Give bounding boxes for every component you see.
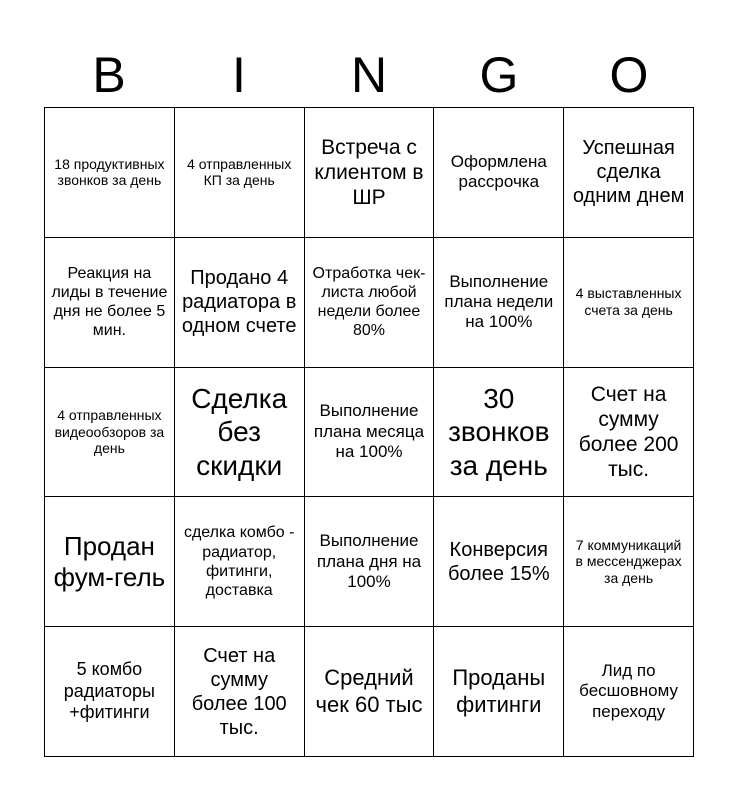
bingo-cell-r5c1[interactable]: 5 комбо радиаторы +фитинги (45, 627, 175, 757)
bingo-cell-r3c1[interactable]: 4 отправленных видеообзоров за день (45, 368, 175, 498)
bingo-cell-r3c2[interactable]: Сделка без скидки (175, 368, 305, 498)
bingo-cell-r5c3[interactable]: Средний чек 60 тыс (305, 627, 435, 757)
bingo-cell-r1c1[interactable]: 18 продуктивных звонков за день (45, 108, 175, 238)
bingo-cell-r4c1[interactable]: Продан фум-гель (45, 497, 175, 627)
bingo-cell-r1c4[interactable]: Оформлена рассрочка (434, 108, 564, 238)
bingo-cell-r1c5[interactable]: Успешная сделка одним днем (564, 108, 694, 238)
bingo-cell-r4c4[interactable]: Конверсия более 15% (434, 497, 564, 627)
bingo-cell-r5c2[interactable]: Счет на сумму более 100 тыс. (175, 627, 305, 757)
bingo-cell-r2c4[interactable]: Выполнение плана недели на 100% (434, 238, 564, 368)
bingo-cell-r2c2[interactable]: Продано 4 радиатора в одном счете (175, 238, 305, 368)
bingo-cell-r1c3[interactable]: Встреча с клиентом в ШР (305, 108, 435, 238)
bingo-cell-r3c5[interactable]: Счет на сумму более 200 тыс. (564, 368, 694, 498)
header-letter-n: N (350, 47, 388, 103)
bingo-cell-r4c2[interactable]: сделка комбо - радиатор, фитинги, доставка (175, 497, 305, 627)
bingo-cell-r2c5[interactable]: 4 выставленных счета за день (564, 238, 694, 368)
bingo-cell-r4c3[interactable]: Выполнение плана дня на 100% (305, 497, 435, 627)
header-letter-g: G (479, 47, 519, 103)
header-letter-b: B (92, 47, 126, 103)
bingo-board (44, 107, 694, 757)
bingo-cell-r5c5[interactable]: Лид по бесшовному переходу (564, 627, 694, 757)
header-letter-o: O (609, 47, 649, 103)
bingo-header (44, 44, 694, 106)
bingo-cell-r2c3[interactable]: Отработка чек-листа любой недели более 80% (305, 238, 435, 368)
header-letter-i: I (232, 47, 246, 103)
bingo-cell-r4c5[interactable]: 7 коммуникаций в мессенджерах за день (564, 497, 694, 627)
bingo-cell-r3c3[interactable]: Выполнение плана месяца на 100% (305, 368, 435, 498)
bingo-cell-r1c2[interactable]: 4 отправленных КП за день (175, 108, 305, 238)
bingo-cell-r2c1[interactable]: Реакция на лиды в течение дня не более 5 мин. (45, 238, 175, 368)
bingo-cell-r5c4[interactable]: Проданы фитинги (434, 627, 564, 757)
bingo-cell-r3c4[interactable]: 30 звонков за день (434, 368, 564, 498)
